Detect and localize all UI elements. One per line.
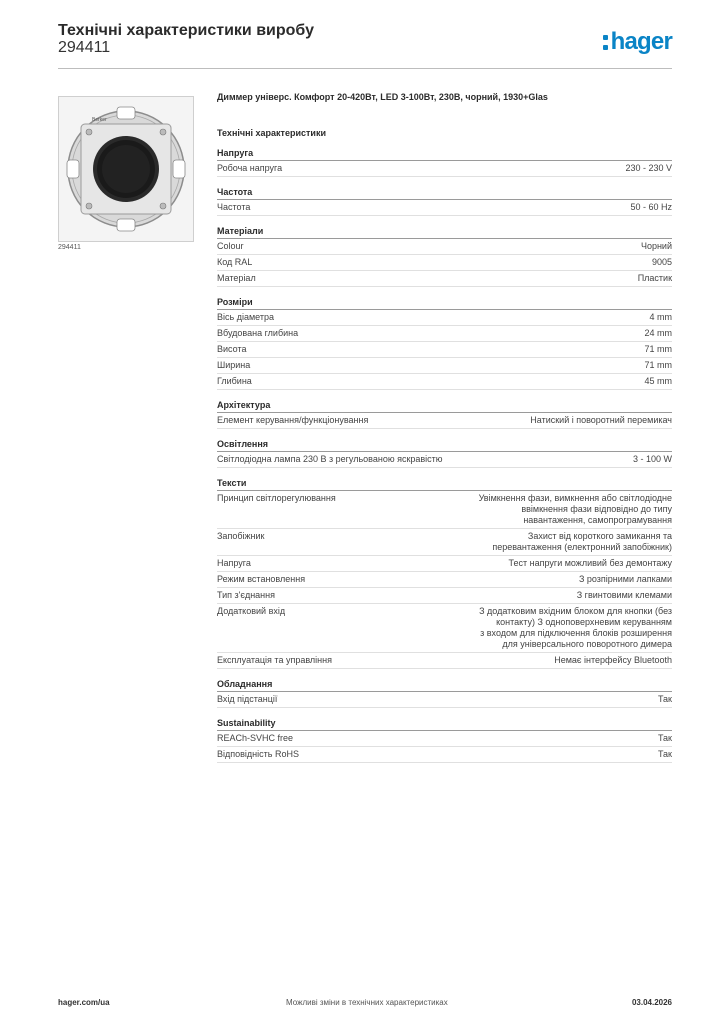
spec-value: [479, 606, 672, 650]
spec-group: [217, 226, 672, 287]
spec-row: [217, 529, 672, 556]
spec-value: 50 - 60 Hz: [630, 202, 672, 212]
spec-group-title: Розміри: [217, 297, 672, 310]
section-heading: Технічні характеристики: [217, 128, 326, 138]
brand-mark-text: Berker: [92, 117, 107, 123]
spec-value: 4 mm: [649, 312, 672, 322]
spec-label: Матеріал: [217, 273, 256, 283]
spec-label: Colour: [217, 241, 244, 251]
spec-row: [217, 747, 672, 763]
spec-value-line: перевантаження (електронний запобіжник): [492, 542, 672, 552]
spec-row: [217, 491, 672, 529]
spec-group: [217, 187, 672, 216]
spec-group-title: Частота: [217, 187, 672, 200]
header-rule: [58, 68, 672, 69]
spec-row: [217, 413, 672, 429]
spec-label: Додатковий вхід: [217, 606, 286, 616]
spec-value-line: контакту) З одноповерхневим керуванням: [496, 617, 672, 627]
spec-value: Пластик: [637, 273, 672, 283]
spec-label: REACh-SVHC free: [217, 733, 294, 743]
product-image: [58, 96, 194, 242]
spec-label: Глибина: [217, 376, 252, 386]
footer-note: Можливі зміни в технічних характеристиках: [286, 998, 448, 1007]
spec-group-title: Sustainability: [217, 718, 672, 731]
spec-label: Висота: [217, 344, 247, 354]
spec-value: З розпірними лапками: [578, 574, 672, 584]
spec-value-line: ввімкнення фази відповідно до типу: [521, 504, 672, 514]
spec-label: Вхід підстанції: [217, 694, 278, 704]
spec-label: Світлодіодна лампа 230 В з регульованою яскравістю: [217, 454, 443, 464]
spec-label: Елемент керування/функціонування: [217, 415, 369, 425]
spec-label: Вісь діаметра: [217, 312, 274, 322]
spec-value-line: навантаження, самопрограмування: [523, 515, 672, 525]
spec-label: Експлуатація та управління: [217, 655, 332, 665]
spec-value: 71 mm: [644, 344, 672, 354]
spec-row: [217, 653, 672, 669]
spec-row: [217, 588, 672, 604]
spec-value: [492, 531, 672, 553]
spec-group: [217, 148, 672, 177]
spec-value-line: Увімкнення фази, вимкнення або світлодіодне: [478, 493, 672, 503]
spec-row: [217, 556, 672, 572]
spec-group: [217, 400, 672, 429]
spec-value: Чорний: [640, 241, 672, 251]
spec-group: [217, 297, 672, 390]
image-caption: 294411: [58, 244, 81, 251]
spec-value: 3 - 100 W: [632, 454, 672, 464]
spec-row: [217, 326, 672, 342]
spec-value: З гвинтовими клемами: [576, 590, 672, 600]
spec-row: [217, 271, 672, 287]
spec-label: Ширина: [217, 360, 251, 370]
spec-value: Так: [657, 749, 672, 759]
spec-value: Тест напруги можливий без демонтажу: [508, 558, 672, 568]
spec-group: [217, 718, 672, 763]
spec-group-title: Освітлення: [217, 439, 672, 452]
spec-value: 45 mm: [644, 376, 672, 386]
spec-value: 24 mm: [644, 328, 672, 338]
spec-label: Тип з'єднання: [217, 590, 275, 600]
spec-value-line: для універсального поворотного димера: [502, 639, 672, 649]
spec-group: [217, 478, 672, 669]
spec-group: [217, 439, 672, 468]
dimmer-product-illustration: [59, 97, 193, 241]
spec-group-title: Напруга: [217, 148, 672, 161]
spec-row: [217, 692, 672, 708]
product-code: 294411: [58, 39, 111, 56]
spec-group-title: Тексти: [217, 478, 672, 491]
spec-label: Код RAL: [217, 257, 253, 267]
spec-row: [217, 200, 672, 216]
spec-value: 230 - 230 V: [625, 163, 672, 173]
hager-logo: [603, 28, 672, 56]
page-title: Технічні характеристики виробу: [58, 22, 314, 39]
spec-group-title: Архітектура: [217, 400, 672, 413]
spec-label: Відповідність RoHS: [217, 749, 299, 759]
product-description: Диммер універс. Комфорт 20-420Вт, LED 3-100Вт, 230В, чорний, 1930+Glas: [217, 92, 548, 102]
spec-value: Так: [657, 694, 672, 704]
spec-value: Натиский і поворотний перемикач: [530, 415, 672, 425]
spec-group: [217, 679, 672, 708]
spec-value: Немає інтерфейсу Bluetooth: [554, 655, 672, 665]
spec-label: Принцип світлорегулювання: [217, 493, 336, 503]
spec-label: Режим встановлення: [217, 574, 306, 584]
spec-group-title: Матеріали: [217, 226, 672, 239]
spec-row: [217, 731, 672, 747]
spec-value: [479, 493, 672, 526]
spec-value-line: Захист від короткого замикання та: [527, 531, 672, 541]
spec-row: [217, 572, 672, 588]
spec-value: 71 mm: [644, 360, 672, 370]
spec-groups: [217, 148, 672, 763]
spec-row: [217, 358, 672, 374]
spec-row: [217, 310, 672, 326]
spec-row: [217, 342, 672, 358]
spec-row: [217, 255, 672, 271]
spec-value: 9005: [651, 257, 672, 267]
spec-label: Частота: [217, 202, 251, 212]
spec-label: Вбудована глибина: [217, 328, 299, 338]
spec-value-line: З додатковим вхідним блоком для кнопки (без: [479, 606, 672, 616]
footer-website[interactable]: hager.com/ua: [58, 998, 110, 1007]
spec-label: Робоча напруга: [217, 163, 283, 173]
spec-label: Напруга: [217, 558, 251, 568]
spec-row: [217, 452, 672, 468]
spec-row: [217, 604, 672, 653]
specifications-panel: [217, 92, 672, 773]
spec-value: Так: [657, 733, 672, 743]
spec-row: [217, 239, 672, 255]
logo-text: hager: [610, 28, 672, 55]
spec-group-title: Обладнання: [217, 679, 672, 692]
spec-row: [217, 161, 672, 177]
spec-value-line: з входом для підключення блоків розширення: [480, 628, 672, 638]
footer-date: 03.04.2026: [631, 998, 672, 1007]
logo-dots-icon: [603, 35, 608, 50]
spec-label: Запобіжник: [217, 531, 265, 541]
spec-row: [217, 374, 672, 390]
